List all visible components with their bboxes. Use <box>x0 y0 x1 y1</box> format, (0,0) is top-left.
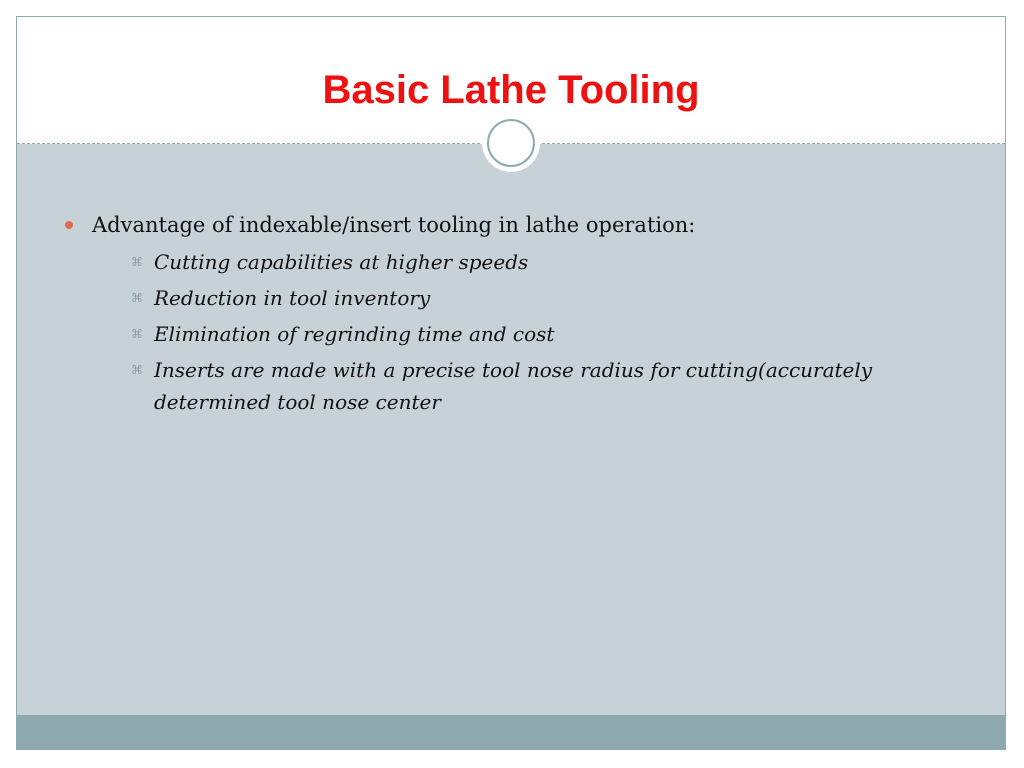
x-bullet-icon: ⌘ <box>131 327 143 341</box>
footer-band <box>17 715 1005 749</box>
slide-content <box>57 211 975 422</box>
x-bullet-icon: ⌘ <box>131 291 143 305</box>
sub-bullet-text: Elimination of regrinding time and cost <box>154 322 555 346</box>
sub-bullet <box>57 354 975 418</box>
sub-bullet <box>57 246 975 278</box>
x-bullet-icon: ⌘ <box>131 255 143 269</box>
sub-bullet-list <box>57 246 975 418</box>
slide-title: Basic Lathe Tooling <box>322 68 700 112</box>
main-bullet <box>57 211 975 239</box>
x-bullet-icon: ⌘ <box>131 363 143 377</box>
slide <box>16 16 1006 750</box>
sub-bullet <box>57 282 975 314</box>
bullet-dot-icon <box>65 221 73 229</box>
main-bullet-text: Advantage of indexable/insert tooling in lathe operation: <box>92 213 696 237</box>
sub-bullet-text: Reduction in tool inventory <box>154 286 431 310</box>
divider-ring-icon <box>482 114 540 172</box>
sub-bullet-text: Cutting capabilities at higher speeds <box>154 250 529 274</box>
sub-bullet <box>57 318 975 350</box>
sub-bullet-text: Inserts are made with a precise tool nose radius for cutting(accurately determined tool nose center <box>154 358 873 414</box>
